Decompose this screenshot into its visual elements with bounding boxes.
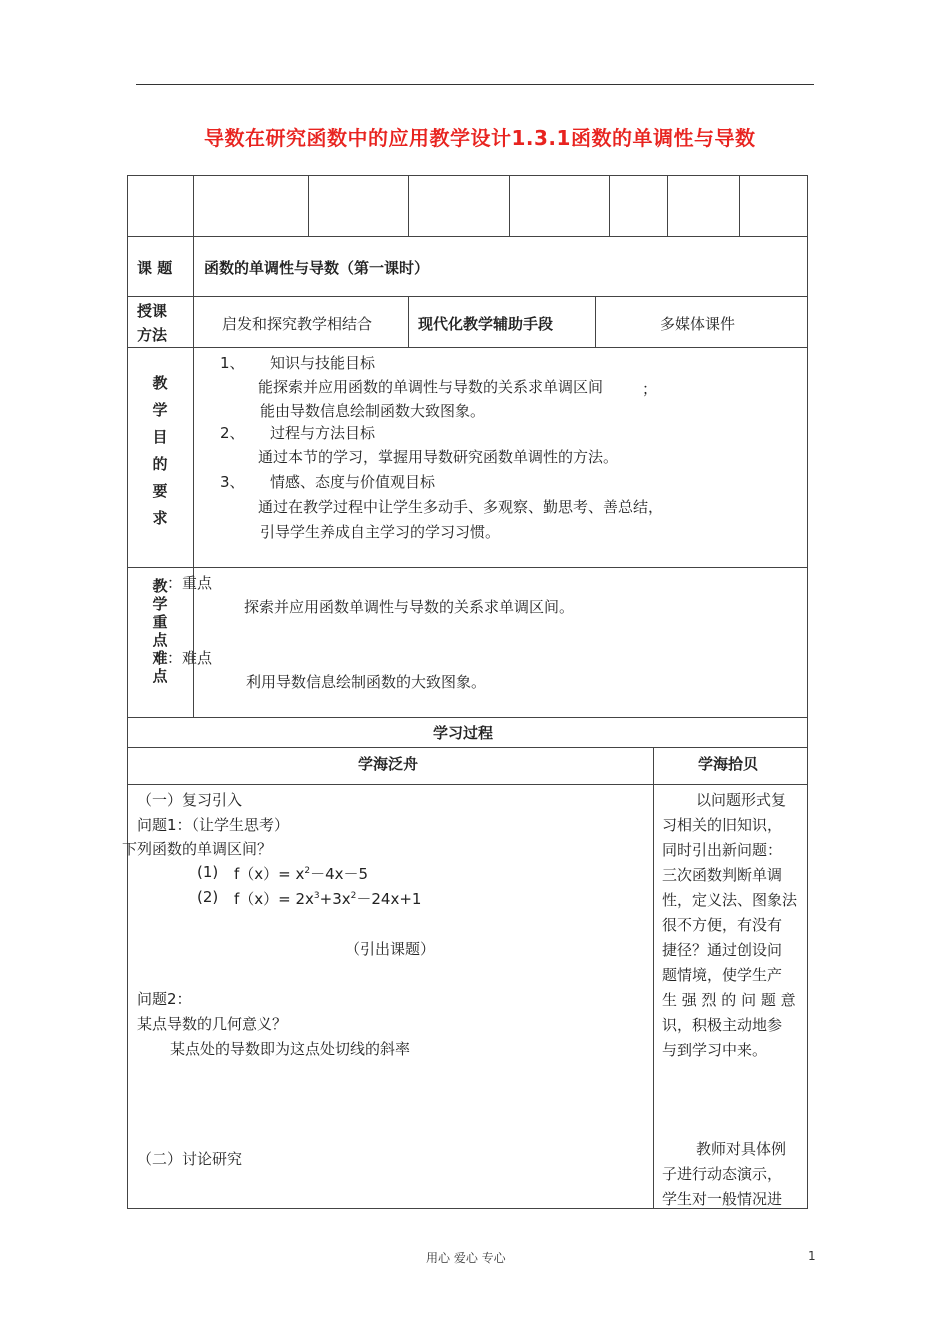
key-label-char: 学 xyxy=(152,595,168,613)
cell-divider xyxy=(408,175,409,236)
goal-1-line2: 能由导数信息绘制函数大致图象。 xyxy=(260,402,486,420)
document-title: 导数在研究函数中的应用教学设计1.3.1函数的单调性与导数 xyxy=(204,126,756,150)
question-2-text: 某点导数的几何意义？ xyxy=(137,1015,288,1033)
focus-label: ：重点 xyxy=(167,574,213,592)
note-line: 生 强 烈 的 问 题 意 xyxy=(662,991,796,1009)
note-line: 三次函数判断单调 xyxy=(662,866,783,884)
focus-text: 探索并应用函数单调性与导数的关系求单调区间。 xyxy=(244,598,575,616)
method-label-line1: 授课 xyxy=(137,302,168,320)
note-line: 子进行动态演示， xyxy=(662,1165,783,1183)
course-label: 课 题 xyxy=(137,259,173,277)
goals-label xyxy=(151,372,169,534)
cell-divider xyxy=(408,296,409,348)
difficulty-label: ：难点 xyxy=(167,649,213,667)
table-border-right xyxy=(807,175,808,1209)
row-divider xyxy=(127,747,808,748)
column-right-heading: 学海拾贝 xyxy=(698,755,759,773)
question-1: 问题1：（让学生思考） xyxy=(137,816,290,834)
row-divider xyxy=(127,236,808,237)
modern-aids-value: 多媒体课件 xyxy=(660,315,736,333)
formula-1: $f(x)= x^2-4x-5$ xyxy=(234,865,369,883)
course-value: 函数的单调性与导数（第一课时） xyxy=(204,259,430,277)
table-border-top xyxy=(127,175,808,176)
row-divider xyxy=(127,347,808,348)
method-value: 启发和探究教学相结合 xyxy=(222,315,373,333)
goal-3-line2: 引导学生养成自主学习的学习习惯。 xyxy=(260,523,501,541)
row-divider xyxy=(127,784,808,785)
header-rule xyxy=(136,84,814,85)
goals-label-char: 学 xyxy=(152,401,168,419)
question-2: 问题2： xyxy=(137,990,192,1008)
note-line: 题情境，使学生产 xyxy=(662,966,783,984)
cell-divider xyxy=(667,175,668,236)
formula-2: $f(x)= 2x^3+3x^2-24x+1$ xyxy=(234,890,422,908)
note-line: 学生对一般情况进 xyxy=(662,1190,783,1208)
goals-label-char: 求 xyxy=(152,509,168,527)
note-line: 同时引出新问题： xyxy=(662,841,783,859)
key-label-char: 重 xyxy=(152,613,168,631)
cell-divider xyxy=(509,175,510,236)
goal-2-line1: 通过本节的学习，掌握用导数研究函数单调性的方法。 xyxy=(258,448,619,466)
cell-divider xyxy=(595,296,596,348)
goal-2-number: 2、 xyxy=(220,424,245,442)
key-label-char: 教 xyxy=(152,577,168,595)
formula-2-number: (2) xyxy=(197,888,219,906)
note-line: 习相关的旧知识， xyxy=(662,816,783,834)
goal-2-title: 过程与方法目标 xyxy=(270,424,376,442)
cell-divider xyxy=(739,175,740,236)
goals-label-char: 的 xyxy=(152,455,168,473)
key-label-char: 点 xyxy=(152,667,168,685)
goal-3-title: 情感、态度与价值观目标 xyxy=(270,473,436,491)
label-column-divider xyxy=(193,175,194,718)
footer-slogan: 用心 爱心 专心 xyxy=(426,1251,506,1265)
column-left-heading: 学海泛舟 xyxy=(358,755,419,773)
formula-1-number: (1) xyxy=(197,863,219,881)
goal-1-semicolon: ； xyxy=(642,380,658,398)
page-number: 1 xyxy=(808,1249,816,1263)
table-border-left xyxy=(127,175,128,1209)
process-heading: 学习过程 xyxy=(433,724,494,742)
goals-label-char: 要 xyxy=(152,482,168,500)
note-line: 捷径？通过创设问 xyxy=(662,941,783,959)
row-divider xyxy=(127,296,808,297)
question-1-prompt: 下列函数的单调区间？ xyxy=(122,840,273,858)
note-line: 以问题形式复 xyxy=(696,791,787,809)
cell-divider xyxy=(308,175,309,236)
section-2-title: （二）讨论研究 xyxy=(137,1150,243,1168)
note-line: 很不方便，有没有 xyxy=(662,916,783,934)
method-label-line2: 方法 xyxy=(137,326,168,344)
question-2-answer: 某点处的导数即为这点处切线的斜率 xyxy=(170,1040,411,1058)
modern-aids-label: 现代化教学辅助手段 xyxy=(418,315,554,333)
note-line: 性，定义法、图象法 xyxy=(662,891,798,909)
key-label-char: 点 xyxy=(152,631,168,649)
goals-label-char: 教 xyxy=(152,374,168,392)
lead-to-topic: （引出课题） xyxy=(345,940,436,958)
difficulty-text: 利用导数信息绘制函数的大致图象。 xyxy=(246,673,487,691)
cell-divider xyxy=(609,175,610,236)
row-divider xyxy=(127,717,808,718)
note-line: 识，积极主动地参 xyxy=(662,1016,783,1034)
goal-1-title: 知识与技能目标 xyxy=(270,354,376,372)
note-line: 教师对具体例 xyxy=(696,1140,787,1158)
key-label-char: 难 xyxy=(152,649,168,667)
goal-1-line1: 能探索并应用函数的单调性与导数的关系求单调区间 xyxy=(258,378,604,396)
row-divider xyxy=(127,567,808,568)
goal-3-number: 3、 xyxy=(220,473,245,491)
process-column-divider xyxy=(653,747,654,1209)
section-1-title: （一）复习引入 xyxy=(137,791,243,809)
goal-1-number: 1、 xyxy=(220,354,245,372)
goal-3-line1: 通过在教学过程中让学生多动手、多观察、勤思考、善总结， xyxy=(258,498,664,516)
goals-label-char: 目 xyxy=(152,428,168,446)
note-line: 与到学习中来。 xyxy=(662,1041,768,1059)
